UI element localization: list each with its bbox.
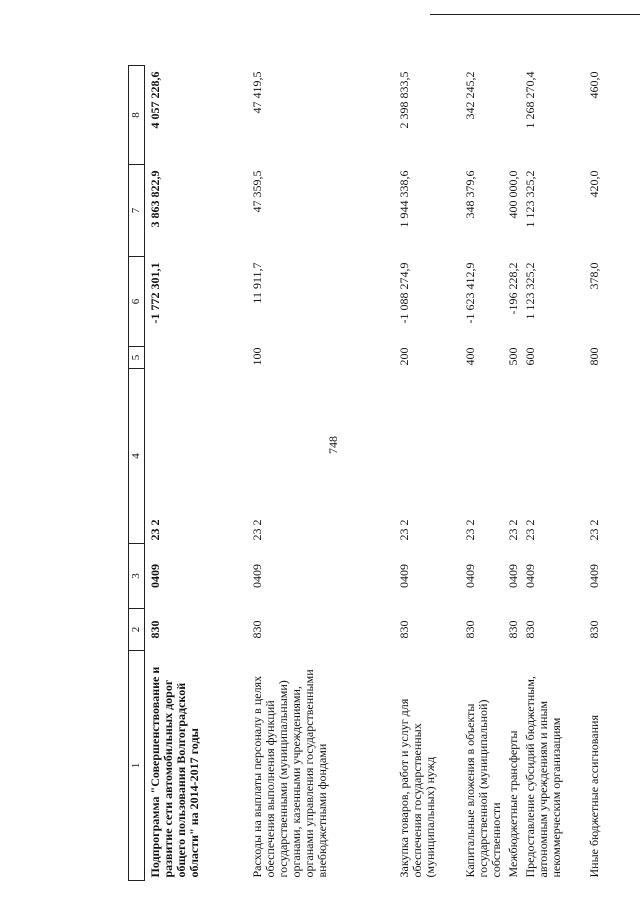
header-col-8: 8 [129, 66, 145, 165]
cell-col-3: 0409 [506, 564, 520, 588]
row-name: Иные бюджетные ассигнования [587, 715, 601, 878]
cell-col-7: 348 379,6 [463, 170, 477, 219]
row-name: Предоставление субсидий бюджетным, автономным учреждениям и иным некоммерческим организациям [523, 676, 563, 878]
cell-col-6: 11 911,7 [250, 262, 264, 304]
cell-col-8 [503, 66, 520, 165]
cell-col-2: 830 [148, 620, 162, 639]
cell-col-7: 1 123 325,2 [523, 170, 537, 228]
cell-col-8: 4 057 228,6 [148, 71, 162, 129]
header-col-2: 2 [129, 609, 145, 651]
cell-col-6: -1 772 301,1 [148, 262, 162, 324]
cell-col-4: 23 2 [463, 519, 477, 541]
cell-col-7: 400 000,0 [506, 170, 520, 219]
header-col-6: 6 [129, 257, 145, 347]
table-row [520, 66, 584, 881]
row-name: Расходы на выплаты персоналу в целях обеспечения выполнения функций государственными (муниципальными) органами, казенными учреждениями, органами управления государственными внебюджетными фондами [250, 669, 329, 878]
cell-col-4: 23 2 [148, 519, 162, 541]
cell-col-3: 0409 [148, 564, 162, 588]
cell-col-3: 0409 [397, 564, 411, 588]
cell-col-2: 830 [250, 620, 264, 639]
table-row [584, 66, 618, 881]
header-col-4: 4 [129, 369, 145, 544]
cell-col-3: 0409 [523, 564, 537, 588]
cell-col-2: 830 [523, 620, 537, 639]
cell-col-3: 0409 [587, 564, 601, 588]
cell-col-4: 23 2 [506, 519, 520, 541]
cell-col-4: 23 2 [250, 519, 264, 541]
row-name: Подпрограмма "Совершенствование и развитие сети автомобильных дорог общего пользования Волгоградской области" на 2014-2017 годы [148, 666, 201, 878]
rotated-table-sheet [128, 66, 640, 881]
cell-col-4: 23 2 [523, 519, 537, 541]
row-name: Закупка товаров, работ и услуг для обеспечения государственных (муниципальных) нужд [397, 698, 437, 878]
cell-col-7: 47 359,5 [250, 170, 264, 213]
page-number: 748 [326, 436, 340, 454]
top-rule [430, 14, 640, 15]
cell-col-5: 600 [523, 347, 537, 366]
cell-col-4: 23 2 [397, 519, 411, 541]
cell-col-7: 3 863 822,9 [148, 170, 162, 228]
cell-col-2: 830 [463, 620, 477, 639]
table-row [460, 66, 503, 881]
row-name: Межбюджетные трансферты [506, 730, 520, 878]
header-row [129, 66, 145, 881]
cell-col-5: 400 [463, 347, 477, 366]
cell-col-2: 830 [587, 620, 601, 639]
header-col-3: 3 [129, 544, 145, 609]
cell-col-6: 1 123 325,2 [523, 262, 537, 320]
cell-col-2: 830 [397, 620, 411, 639]
cell-col-8: 342 245,2 [463, 71, 477, 120]
cell-col-8: 2 398 833,5 [397, 71, 411, 129]
header-col-1: 1 [129, 651, 145, 881]
cell-col-6: -196 228,2 [506, 262, 520, 315]
cell-col-7: 1 944 338,6 [397, 170, 411, 228]
table-row [503, 66, 520, 881]
cell-col-5: 200 [397, 347, 411, 366]
cell-col-3: 0409 [463, 564, 477, 588]
cell-col-8: 460,0 [587, 71, 601, 99]
table-row [394, 66, 460, 881]
cell-col-6: 378,0 [587, 262, 601, 290]
cell-col-3: 0409 [250, 564, 264, 588]
cell-col-4: 23 2 [587, 519, 601, 541]
table-row [145, 66, 248, 881]
cell-col-7: 420,0 [587, 170, 601, 198]
row-name: Капитальные вложения в объекты государственной (муниципальной) собственности [463, 699, 503, 878]
cell-col-5: 800 [587, 347, 601, 366]
cell-col-6: -1 623 412,9 [463, 262, 477, 324]
cell-col-5: 100 [250, 347, 264, 366]
cell-col-5: 500 [506, 347, 520, 366]
cell-col-6: -1 088 274,9 [397, 262, 411, 324]
header-col-5: 5 [129, 347, 145, 369]
cell-col-8: 47 419,5 [250, 71, 264, 114]
cell-col-8: 1 268 270,4 [523, 71, 537, 129]
cell-col-5 [145, 347, 248, 369]
table-row [247, 66, 394, 881]
budget-table [128, 65, 618, 881]
cell-col-2: 830 [506, 620, 520, 639]
header-col-7: 7 [129, 165, 145, 257]
